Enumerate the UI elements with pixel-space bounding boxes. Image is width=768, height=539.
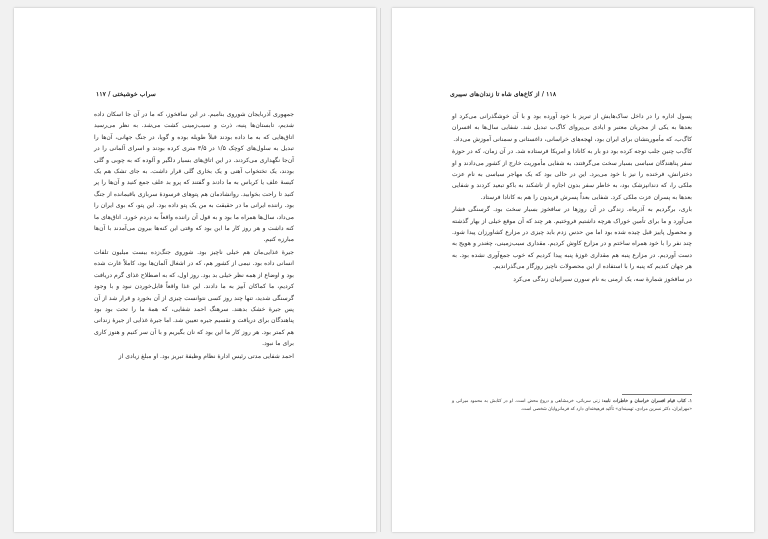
left-page <box>14 8 376 532</box>
paragraph: کاگ‌ب چنین جلب توجه کرده بود دو بار به کانادا و امریکا فرستاده شد. در آن زمان، که در حوزهٔ سفر پناهندگان سیاسی بسیار سخت می‌گرفتند، به شفایی مأموریت خارج از کشور می‌دادند و او دخترانش، فرخنده را نیز با خود می‌برد. این در حالی بود که یک مهاجر سیاسی به نام عزت ملکی را، که دندانپزشک بود، به خاطر سفر بدون اجازه از تاشکند به باکو تبعید کردند و شفایی بعدها به پسران عزت ملکی کرد. شفایی بعداً پسرش فریدون را هم به کانادا فرستاد. <box>452 148 692 201</box>
right-page-header: ۱۱۸ / از کاخ‌های شاه تا زندان‌های سیبری <box>450 91 557 98</box>
page-gutter <box>380 8 381 532</box>
paragraph: باری، برگردیم به آذرماه. زندگی در آن روزها در سافخوز بسیار سخت بود. گرسنگی فشار می‌آورد و ما برای تأمین خوراک هرچه داشتیم فروختیم. هر چند که آن موقع خیلی از بهار گذشته و محصول پاییز قبل چیده شده بود اما من حدس زدم باید چیزی در مزارع کشاورزان پیدا شود. چند نفر را با خود همراه ساختم و در مزارع کاوش کردیم. مقداری سیب‌زمینی، چغندر و هویج به دست آوردیم. در مزارع پنبه هم مقداری غوزهٔ پنبه پیدا کردیم که خوب جمع‌آوری نشده بود. به هر جهان کندیم که پنبه را با استفاده از این محصولات ناچیز روزگار می‌گذراندیم. <box>452 206 692 271</box>
paragraph: جیرهٔ غذایی‌مان هم خیلی ناچیز بود. شوروی جنگ‌زده بیست میلیون تلفات انسانی داده بود. نیمی از کشور هم، که در اشغال آلمان‌ها بود، کاملاً غارت شده بود و اوضاع از همه نظر خیلی بد بود. روز اول، که به اصطلاح غذای گرم دریافت کردیم، ما کماکان آبپز به ما دادند. این غذا واقعاً قابل‌خوردن نبود و با وجود گرسنگی شدید، تنها چند روز کسی نتوانست چیزی از آن بخورد و قرار شد از آن پس جیرهٔ خشک بدهند. سرهنگ احمد شفایی، که همهٔ ما را تحت بود بود پناهندگان برای دریافت و تقسیم جیره تعیین شد. اما جیرهٔ غذایی از جیرهٔ زندانی هم کمتر بود. هر روز کار ما این بود که نان بگیریم و با آن سر کنیم و هنوز کاری برای ما نبود. <box>94 248 294 348</box>
left-page-header: سراب خوشبختی / ۱۱۷ <box>96 91 156 98</box>
paragraph: جمهوری آذربایجان شوروی بنامیم. در این سافخوز، که ما در آن جا اسکان داده شدیم، تابستان‌ها پنبه، ذرت و سیب‌زمینی کشت می‌شد. به نظر می‌رسید اتاق‌هایی که به ما داده بودند قبلاً طویله بوده و گویا، در جنگ جهانی، آن‌ها را تبدیل به سلول‌های کوچک ۱/۵ در ۳/۵ متری کرده بودند و اسرای آلمانی را در آن‌جا نگهداری می‌کردند. در این اتاق‌های بسیار دلگیر و آلوده که به چوبی و گلی بودند، یک تختخواب آهنی و یک بخاری گلی قرار داشت. به جای تشک هم یک کیسهٔ علف یا کرباس به ما دادند و گفتند که پرو بد علف جمع کنید و آن‌ها را پر کنید تا راحت بخوابید. روانشادمان هم پتوهای فرسودهٔ سربازی باقیمانده از جنگ بود. راننده ایرانی ما در حقیقت به من یک پتو داده بود. این پتو، که بوی ایران را می‌داد، سال‌ها همراه ما بود و به قول آن راننده واقعاً به دردم خورد. اتاق‌های ما کنه داشت و هر روز کار ما این بود که وقتی این کنه‌ها بیرون می‌آمدند با آن‌ها مبارزه کنیم. <box>94 111 294 244</box>
right-page <box>392 8 754 532</box>
paragraph: پسول اداره را در داخل ساک‌هایش از تبریز با خود آورده بود و با آن خوشگذرانی می‌کرد او بعدها به یکی از مجریان معتبر و ایادی بی‌پروای کاگ‌ب تبدیل شد. شفایی سال‌ها به افسران کاگ‌ب، که مأموریتشان برای ایران بود، لهجه‌های خراسانی، داغستانی و سمنانی آموزش می‌داد. <box>452 113 692 143</box>
footnote-divider <box>622 394 692 395</box>
left-page-body <box>94 109 294 363</box>
footnote-text: زنی سرباتی، خرمشاهی و دروغ محض است. او در کتابش به محمود میرانی و «مهرایران، دکتر نسرین مرادی، تهمینه‌ای» تأکید فرهیخته‌ای دارد که فرمانروایان شخصی است. <box>452 399 692 412</box>
right-page-body <box>452 111 692 286</box>
paragraph: احمد شفایی مدتی رئیس ادارهٔ نظام وظیفهٔ تبریز بود. او مبلغ زیادی از <box>118 352 294 360</box>
footnote <box>452 398 692 413</box>
footnote-title: ۱. کتاب قیام افسران خراسان و خاطرات نامه: <box>601 399 692 404</box>
paragraph: در سافخوز شمارهٔ سه، یک ارمنی به نام سورن سیرابیان زندگی می‌کرد <box>513 275 692 283</box>
